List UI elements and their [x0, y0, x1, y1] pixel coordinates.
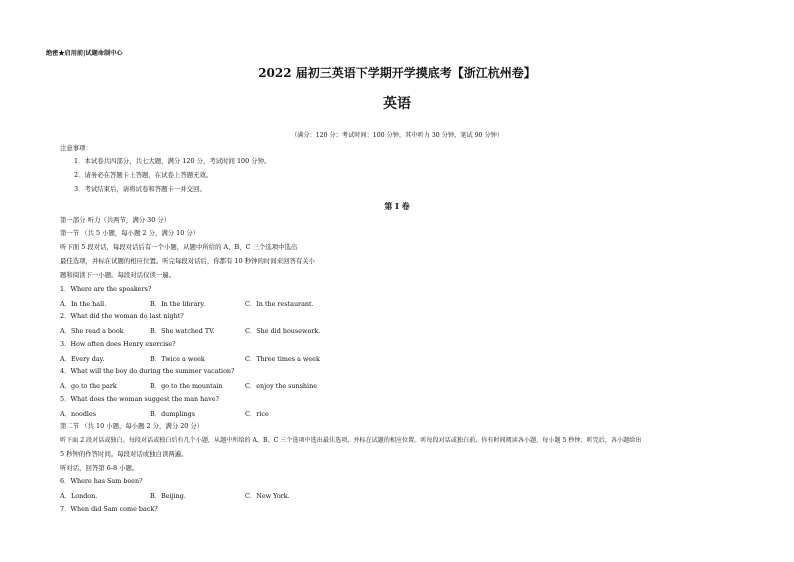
option-c: C．enjoy the sunshine [245, 382, 317, 390]
exam-title: 2022 届初三英语下学期开学摸底考【浙江杭州卷】 [258, 66, 536, 80]
question-text: 2．What did the woman do last night? [60, 312, 184, 320]
question-text: 5．What does the woman suggest the man have? [60, 395, 219, 403]
option-b: B．Twice a week [150, 355, 205, 363]
subject-title: 英语 [383, 96, 411, 112]
option-c: C．New York. [245, 492, 290, 500]
option-b: B．dumplings [150, 410, 196, 418]
note-item: 2．请务必在答题卡上答题，在试卷上答题无效。 [74, 171, 213, 179]
option-b: B．She watched TV. [150, 327, 215, 335]
option-a: A．noodles [60, 410, 97, 418]
option-c: C．She did housework. [245, 327, 321, 335]
section2-instruction: 听下面 2 段对话或独白。每段对话或独白后有几个小题，从题中所给的 A、B、C 三个选项中选出最佳选项，并标在试题的相应位置。听每段对话或独白前，你有时间阅读各小题，每小题 5 秒钟；听完后，各小题给出 [60, 437, 642, 444]
question-text: 6．Where has Sam been? [60, 477, 143, 485]
question-text: 3．How often does Henry exercise? [60, 340, 176, 348]
option-c: C．In the restaurant. [245, 300, 314, 308]
question-text: 1．Where are the speakers? [60, 285, 152, 293]
option-b: B．go to the mountain [150, 382, 223, 390]
option-c: C．Three times a week [245, 355, 320, 363]
question-text: 7．When did Sam come back? [60, 505, 158, 513]
section2-heading: 第二节 （共 10 小题，每小题 2 分，满分 20 分） [60, 422, 204, 430]
option-a: A．Every day. [60, 355, 105, 363]
section1-instruction: 最佳选项，并标在试题的相应位置。听完每段对话后，你都有 10 秒钟的时间来回答有关小 [60, 257, 316, 265]
option-a: A．In the hall. [60, 300, 107, 308]
note-item: 1．本试卷共四部分，共七大题，满分 120 分，考试时间 100 分钟。 [74, 157, 271, 165]
exam-info: （满分：120 分；考试时间：100 分钟，其中听力 30 分钟，笔试 90 分钟） [290, 132, 504, 139]
section1-heading: 第一节 （共 5 小题，每小题 2 分，满分 10 分） [60, 229, 200, 237]
option-b: B．Beijing. [150, 492, 186, 500]
confidential-label: 绝密★启用前|试题命制中心 [46, 50, 123, 57]
notes-heading: 注意事项： [60, 144, 92, 152]
question-text: 4．What will the boy do during the summer vacation? [60, 367, 235, 375]
section2-instruction: 5 秒钟的作答时间。每段对话或独白读两遍。 [60, 450, 188, 458]
note-item: 3．考试结束后，请将试卷和答题卡一并交回。 [74, 185, 206, 193]
option-a: A．go to the park [60, 382, 117, 390]
section1-instruction: 听下面 5 段对话，每段对话后有一个小题，从题中所给的 A、B、C 三个选项中选出 [60, 243, 298, 251]
option-a: A．London. [60, 492, 98, 500]
option-b: B．In the library. [150, 300, 206, 308]
volume-label: 第 I 卷 [384, 201, 410, 211]
section1-instruction: 题和阅读下一小题。每段对话仅读一遍。 [60, 271, 176, 279]
option-c: C．rice [245, 410, 269, 418]
option-a: A．She read a book [60, 327, 124, 335]
section2-instruction: 听对话，回答第 6-8 小题。 [60, 464, 139, 472]
part1-heading: 第一部分 听力（共两节，满分 30 分） [60, 216, 171, 224]
